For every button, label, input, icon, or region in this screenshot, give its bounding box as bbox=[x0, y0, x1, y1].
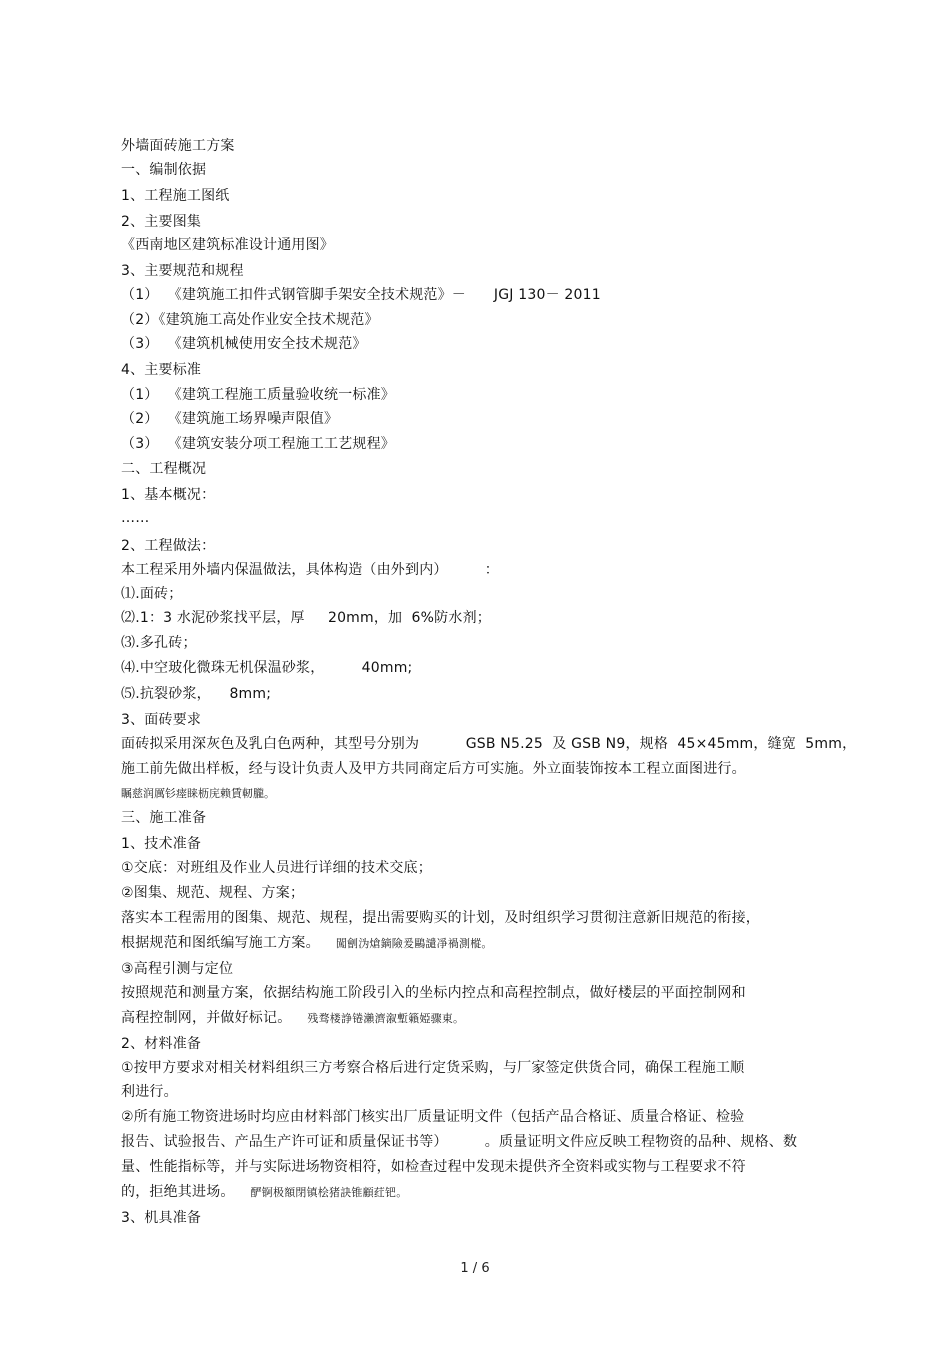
garbled-text: 酽锕极額閉镇桧猪訣锥顧荭钯。 bbox=[250, 1186, 408, 1199]
text-line: 施工前先做出样板，经与设计负责人及甲方共同商定后方可实施。外立面装饰按本工程立面图进行。 bbox=[121, 761, 746, 777]
text-line: ⑷.中空玻化微珠无机保温砂浆， 40mm; bbox=[121, 660, 413, 676]
text-line: ⑴.面砖； bbox=[121, 586, 183, 602]
text-line: （1） 《建筑施工扣件式钢管脚手架安全技术规范》－ JGJ 130－ 2011 bbox=[121, 287, 601, 303]
text-line: 利进行。 bbox=[121, 1084, 178, 1100]
text-line: （3） 《建筑安装分项工程施工工艺规程》 bbox=[121, 436, 396, 452]
text-line: 面砖拟采用深灰色及乳白色两种，其型号分别为 GSB N5.25 及 GSB N9，规格 45×45mm，缝宽 5mm， bbox=[121, 736, 857, 752]
text-line bbox=[121, 1183, 407, 1202]
garbled-text: 瞩慈润厲钐瘗睐枥庑赖賃軔朧。 bbox=[121, 787, 275, 800]
text-line: （2） 《建筑施工场界噪声限值》 bbox=[121, 411, 339, 427]
section-heading: 三、施工准备 bbox=[121, 810, 207, 826]
garbled-text: 残骛楼諍锩瀨濟溆塹籟婭骤東。 bbox=[307, 1012, 465, 1025]
text-span: 的，拒绝其进场。 bbox=[121, 1184, 235, 1200]
text-line: 2、主要图集 bbox=[121, 214, 202, 230]
section-heading: 一、编制依据 bbox=[121, 162, 207, 178]
text-line: ③高程引测与定位 bbox=[121, 961, 234, 977]
text-line: ①按甲方要求对相关材料组织三方考察合格后进行定货采购，与厂家签定供货合同，确保工程施工顺 bbox=[121, 1060, 745, 1076]
text-line: 落实本工程需用的图集、规范、规程，提出需要购买的计划，及时组织学习贯彻注意新旧规范的衔接， bbox=[121, 910, 760, 926]
text-line: 本工程采用外墙内保温做法，具体构造（由外到内） ： bbox=[121, 562, 499, 578]
text-line: 按照规范和测量方案，依据结构施工阶段引入的坐标内控点和高程控制点，做好楼层的平面控制网和 bbox=[121, 985, 746, 1001]
garbled-text: 闖劊沩熗鏑險爰鷗譴凈禍測樅。 bbox=[335, 937, 493, 950]
text-line: 3、面砖要求 bbox=[121, 712, 202, 728]
text-line: （2）《建筑施工高处作业安全技术规范》 bbox=[121, 312, 379, 328]
text-line: ②所有施工物资进场时均应由材料部门核实出厂质量证明文件（包括产品合格证、质量合格证、检验 bbox=[121, 1109, 745, 1125]
page-number: 1 / 6 bbox=[460, 1261, 490, 1276]
text-line: 1、基本概况： bbox=[121, 487, 216, 503]
text-line: …… bbox=[121, 510, 150, 526]
text-line: 3、机具准备 bbox=[121, 1210, 202, 1226]
text-line: 1、技术准备 bbox=[121, 836, 202, 852]
text-line: 2、工程做法： bbox=[121, 538, 216, 554]
text-line: 报告、试验报告、产品生产许可证和质量保证书等） 。质量证明文件应反映工程物资的品种、规格、数 bbox=[121, 1134, 798, 1150]
text-line: ⑶.多孔砖； bbox=[121, 635, 197, 651]
text-line: ①交底：对班组及作业人员进行详细的技术交底； bbox=[121, 860, 432, 876]
text-line: （1） 《建筑工程施工质量验收统一标准》 bbox=[121, 387, 396, 403]
text-line: 1、工程施工图纸 bbox=[121, 188, 230, 204]
text-line: （3） 《建筑机械使用安全技术规范》 bbox=[121, 336, 367, 352]
text-span: 高程控制网，并做好标记。 bbox=[121, 1010, 292, 1026]
text-span: 根据规范和图纸编写施工方案。 bbox=[121, 935, 320, 951]
text-line: 3、主要规范和规程 bbox=[121, 263, 244, 279]
text-line bbox=[121, 1009, 464, 1028]
text-line bbox=[121, 934, 493, 953]
text-line: ⑵.1：3 水泥砂浆找平层，厚 20mm，加 6%防水剂； bbox=[121, 610, 491, 626]
text-line: 2、材料准备 bbox=[121, 1036, 202, 1052]
text-line: 4、主要标准 bbox=[121, 362, 202, 378]
section-heading: 二、工程概况 bbox=[121, 461, 207, 477]
text-line: 量、性能指标等，并与实际进场物资相符，如检查过程中发现未提供齐全资料或实物与工程要求不符 bbox=[121, 1159, 746, 1175]
text-line: ②图集、规范、规程、方案； bbox=[121, 885, 305, 901]
document-title: 外墙面砖施工方案 bbox=[121, 138, 235, 154]
text-line: 《西南地区建筑标准设计通用图》 bbox=[121, 237, 334, 253]
text-line: ⑸.抗裂砂浆， 8mm; bbox=[121, 686, 272, 702]
